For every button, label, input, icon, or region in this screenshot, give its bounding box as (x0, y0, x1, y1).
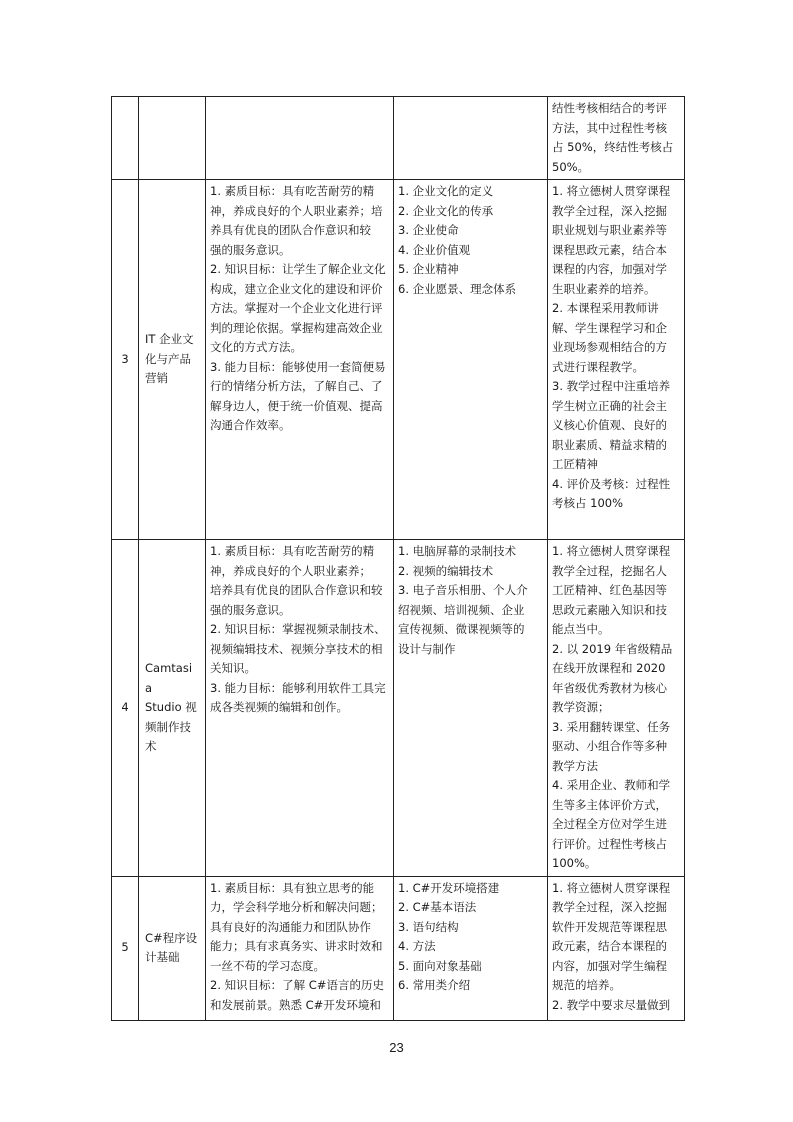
cell-text-line: 行评价。过程性考核占 (552, 836, 667, 851)
cell-text-line: 神，养成良好的个人职业素养；培 (210, 203, 383, 218)
cell-text-line: 式进行课程教学。 (552, 359, 644, 374)
cell-text-line: 构成，建立企业文化的建设和评价 (210, 281, 383, 296)
cell-text-line: 4. 采用企业、教师和学 (552, 778, 671, 792)
course-goals-cell (206, 540, 394, 877)
course-table (111, 96, 685, 1021)
course-goals-cell (206, 180, 394, 540)
course-name-cell (139, 97, 206, 180)
cell-text-line: 5. 企业精神 (398, 262, 459, 276)
cell-text-line: 教学全过程，深入挖掘 (552, 900, 667, 914)
cell-text-line: 一丝不苟的学习态度。 (210, 958, 325, 973)
cell-text-line: 关知识。 (210, 661, 256, 675)
course-goals-cell (206, 97, 394, 180)
cell-text-line: 设计与制作 (398, 641, 456, 656)
cell-text-line: 宣传视频、微课视频等的 (398, 622, 525, 636)
cell-text-line: 3. 能力目标：能够利用软件工具完 (210, 680, 386, 695)
cell-text-line: 1. 将立德树人贯穿课程 (552, 544, 671, 558)
cell-text-line: 生等多主体评价方式， (552, 797, 667, 812)
course-content-cell (394, 876, 548, 1020)
cell-text-line: 文化的方式方法。 (210, 340, 302, 354)
table-row (112, 180, 685, 540)
cell-text-line: 1. 素质目标：具有独立思考的能 (210, 880, 375, 895)
cell-text-line: 课程思政元素，结合本 (552, 242, 667, 257)
cell-text-line: 3. 电子音乐相册、个人介 (398, 583, 528, 597)
cell-text-line: 义核心价值观、良好的 (552, 418, 667, 432)
cell-text-line: 2. 企业文化的传承 (398, 203, 494, 218)
row-number-cell: 3 (112, 180, 139, 540)
cell-text-line: Studio 视 (145, 700, 197, 714)
cell-text-line: 沟通合作效率。 (210, 418, 291, 432)
cell-text-line: 2. 本课程采用教师讲 (552, 301, 659, 315)
cell-text-line: 1. 素质目标：具有吃苦耐劳的精 (210, 184, 375, 198)
cell-text-line: 2. C#基本语法 (398, 900, 477, 914)
table-row (112, 876, 685, 1020)
cell-text-line: 内容，加强对学生编程 (552, 958, 667, 973)
cell-text-line: 2. 知识目标：掌握视频录制技术、 (210, 622, 386, 636)
teaching-methods-cell (548, 180, 685, 540)
cell-text-line: 业现场参观相结合的方 (552, 340, 667, 354)
cell-text-line: 在线开放课程和 2020 (552, 661, 666, 675)
cell-text-line: 神，养成良好的个人职业素养； (210, 563, 371, 578)
cell-text-line: 工匠精神、红色基因等 (552, 583, 667, 597)
cell-text-line: 3. 企业使命 (398, 223, 459, 237)
cell-text-line: 2. 知识目标：了解 C#语言的历史 (210, 978, 384, 992)
course-name-cell (139, 180, 206, 540)
cell-text-line: 占 50%，终结性考核占 (552, 140, 674, 154)
course-name-cell (139, 876, 206, 1020)
cell-text-line: 2. 视频的编辑技术 (398, 563, 494, 578)
cell-text-line: 和发展前景。熟悉 C#开发环境和 (210, 997, 381, 1012)
cell-text-line: 频制作技 (145, 719, 191, 734)
cell-text-line: 政元素，结合本课程的 (552, 939, 667, 953)
cell-text-line: 工匠精神 (552, 457, 598, 471)
cell-text-line: 规范的培养。 (552, 978, 621, 992)
cell-text-line: 行的情绪分析方法，了解自己、了 (210, 379, 383, 393)
cell-text-line: 教学全过程，挖掘名人 (552, 563, 667, 578)
course-content-cell (394, 180, 548, 540)
cell-text-line: 计基础 (145, 950, 180, 964)
cell-text-line: 学生树立正确的社会主 (552, 398, 667, 413)
cell-text-line: C#程序设 (145, 930, 198, 945)
cell-text-line: 4. 方法 (398, 939, 436, 953)
cell-text-line: 1. C#开发环境搭建 (398, 880, 500, 895)
table-row (112, 540, 685, 877)
course-content-cell (394, 540, 548, 877)
cell-text-line: 培养具有优良的团队合作意识和较 (210, 583, 383, 597)
row-number-cell: 4 (112, 540, 139, 877)
cell-text-line: 思政元素融入知识和技 (552, 602, 667, 617)
cell-text-line: 成各类视频的编辑和创作。 (210, 700, 348, 714)
cell-text-line: 3. 能力目标：能够使用一套简便易 (210, 359, 386, 374)
cell-text-line: 软件开发规范等课程思 (552, 919, 667, 934)
cell-text-line: 1. 将立德树人贯穿课程 (552, 184, 671, 198)
cell-text-line: 100%。 (552, 856, 597, 870)
cell-text-line: 驱动、小组合作等多种 (552, 739, 667, 753)
cell-text-line: 术 (145, 739, 157, 753)
cell-text-line: 教学方法 (552, 758, 598, 773)
cell-text-line: 视频编辑技术、视频分享技术的相 (210, 641, 383, 656)
cell-text-line: 生职业素养的培养。 (552, 281, 656, 296)
course-goals-cell (206, 876, 394, 1020)
page-number: 23 (389, 1040, 404, 1055)
cell-text-line: 职业规划与职业素养等 (552, 223, 667, 237)
cell-text-line: 6. 常用类介绍 (398, 978, 471, 992)
cell-text-line: 全过程全方位对学生进 (552, 817, 667, 831)
cell-text-line: 化与产品 (145, 351, 191, 366)
cell-text-line: 年省级优秀教材为核心 (552, 680, 667, 695)
cell-text-line: 教学资源； (552, 700, 610, 714)
cell-text-line: 6. 企业愿景、理念体系 (398, 281, 517, 296)
cell-text-line: 考核占 100% (552, 496, 624, 510)
cell-text-line: 绍视频、培训视频、企业 (398, 602, 525, 617)
cell-text-line: 能力；具有求真务实、讲求时效和 (210, 939, 383, 953)
teaching-methods-cell (548, 876, 685, 1020)
row-number-cell: 5 (112, 876, 139, 1020)
cell-text-line: 3. 教学过程中注重培养 (552, 379, 671, 393)
cell-text-line: 50%。 (552, 159, 590, 174)
cell-text-line: 1. 企业文化的定义 (398, 184, 494, 198)
cell-text-line: 强的服务意识。 (210, 602, 291, 617)
cell-text-line: 结性考核相结合的考评 (552, 101, 667, 115)
cell-text-line: 1. 素质目标：具有吃苦耐劳的精 (210, 544, 375, 558)
cell-text-line: 力，学会科学地分析和解决问题； (210, 900, 383, 914)
teaching-methods-cell (548, 97, 685, 180)
cell-text-line: 3. 采用翻转课堂、任务 (552, 719, 671, 734)
cell-text-line: 1. 电脑屏幕的录制技术 (398, 544, 517, 558)
cell-text-line: 判的理论依据。掌握构建高效企业 (210, 320, 383, 335)
cell-text-line: 能点当中。 (552, 622, 610, 636)
cell-text-line: 解身边人，便于统一价值观、提高 (210, 398, 383, 413)
cell-text-line: 3. 语句结构 (398, 919, 459, 934)
cell-text-line: 教学全过程，深入挖掘 (552, 203, 667, 218)
cell-text-line: 4. 企业价值观 (398, 242, 471, 257)
cell-text-line: 强的服务意识。 (210, 242, 291, 257)
cell-text-line: 课程的内容，加强对学 (552, 262, 667, 276)
cell-text-line: Camtasia (145, 661, 193, 695)
cell-text-line: 养具有优良的团队合作意识和较 (210, 223, 371, 237)
cell-text-line: 方法，其中过程性考核 (552, 120, 667, 135)
teaching-methods-cell (548, 540, 685, 877)
table-row (112, 97, 685, 180)
cell-text-line: 4. 评价及考核：过程性 (552, 476, 671, 491)
row-number-cell (112, 97, 139, 180)
cell-text-line: 2. 知识目标：让学生了解企业文化 (210, 262, 386, 276)
cell-text-line: IT 企业文 (145, 332, 194, 347)
cell-text-line: 1. 将立德树人贯穿课程 (552, 880, 671, 895)
cell-text-line: 具有良好的沟通能力和团队协作 (210, 919, 371, 934)
cell-text-line: 职业素质、精益求精的 (552, 437, 667, 452)
course-content-cell (394, 97, 548, 180)
cell-text-line: 2. 教学中要求尽量做到 (552, 997, 671, 1012)
cell-text-line: 2. 以 2019 年省级精品 (552, 641, 673, 656)
cell-text-line: 方法。掌握对一个企业文化进行评 (210, 301, 383, 315)
course-name-cell (139, 540, 206, 877)
cell-text-line: 营销 (145, 371, 168, 386)
cell-text-line: 5. 面向对象基础 (398, 958, 482, 973)
cell-text-line: 解、学生课程学习和企 (552, 320, 667, 335)
